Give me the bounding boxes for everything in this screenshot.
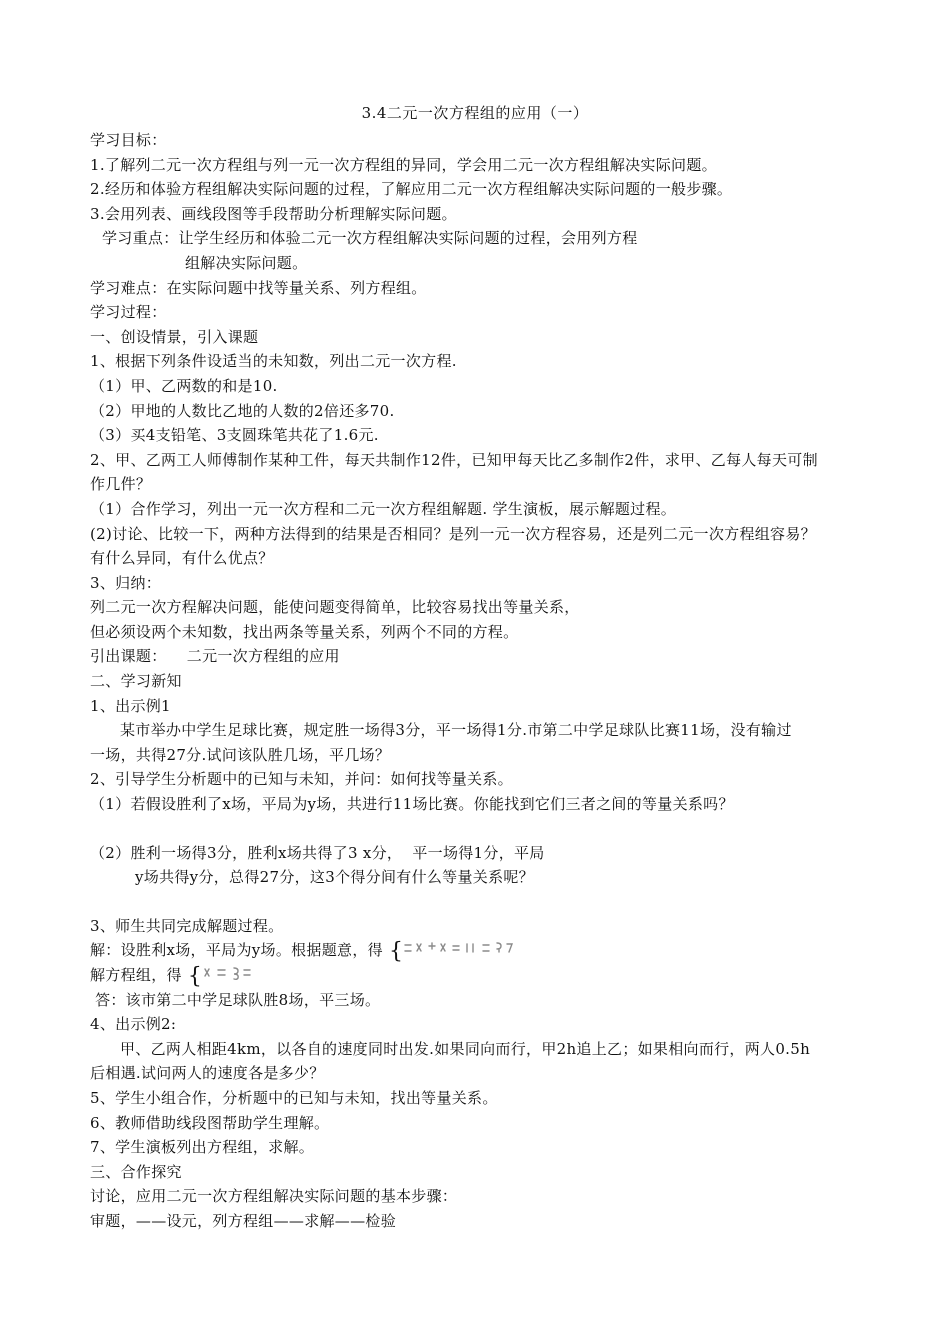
sub-item-1: （1）甲、乙两数的和是10. [90,376,278,395]
section-heading-process: 学习过程： [90,303,167,322]
solution-values-image: { [188,964,254,989]
summary-line-1: 列二元一次方程解决问题，能使问题变得简单，比较容易找出等量关系， [90,598,580,617]
item-6: 6、教师借助线段图帮助学生理解。 [90,1113,330,1132]
example-1-heading: 1、出示例1 [90,696,171,715]
item-3-solve: 3、师生共同完成解题过程。 [90,916,284,935]
example-2-text: 甲、乙两人相距4km，以各自的速度同时出发.如果同向而行，甲2h追上乙；如果相向而行，两人0.5h [120,1039,811,1058]
sub-item-2: （2）甲地的人数比乙地的人数的2倍还多70. [90,401,395,420]
example-2-text-continued: 后相遇.试问两人的速度各是多少？ [90,1064,325,1083]
item-7: 7、学生演板列出方程组，求解。 [90,1138,315,1157]
item-3-summary: 3、归纳： [90,573,162,592]
section-heading-goals: 学习目标： [90,131,167,149]
document-body [90,128,880,1234]
equation-system-faint-glyphs [403,940,515,956]
item-2: 2、甲、乙两工人师傅制作某种工件，每天共制作12件，已知甲每天比乙多制作2件，求甲、乙每人每天可制 [90,450,818,469]
item-2-continued: 作几件？ [90,475,152,494]
part-two-heading: 二、学习新知 [90,672,182,691]
item-2-sub-2-continued: 有什么异同，有什么优点？ [90,549,274,568]
guide-question-2: （2）胜利一场得3分，胜利x场共得了3 x分， 平一场得1分，平局 [90,843,545,862]
difficulty: 学习难点：在实际问题中找等量关系、列方程组。 [90,278,427,297]
solution-setup [90,938,880,963]
example-1-text: 某市举办中学生足球比赛，规定胜一场得3分，平一场得1分.市第二中学足球队比赛11场，没有输过 [120,721,792,740]
part-three-heading: 三、合作探究 [90,1162,182,1181]
goal-1: 1.了解列二元一次方程组与列一元一次方程组的异同，学会用二元一次方程组解决实际问题。 [90,155,717,174]
item-2-sub-2: (2)讨论、比较一下，两种方法得到的结果是否相同？是列一元一次方程容易，还是列二元一次方程组容易？ [90,524,816,543]
sub-item-3: （3）买4支铅笔、3支圆珠笔共花了1.6元. [90,426,379,445]
lead-topic: 引出课题： 二元一次方程组的应用 [90,647,340,666]
summary-line-2: 但必须设两个未知数，找出两条等量关系，列两个不同的方程。 [90,622,519,641]
spacer [90,817,880,841]
item-1: 1、根据下列条件设适当的未知数，列出二元一次方程. [90,352,457,371]
solution-result-text: 解方程组，得 [90,966,182,984]
solution-setup-text: 解：设胜利x场，平局为y场。根据题意，得 [90,941,383,960]
item-2-sub-1: （1）合作学习，列出一元一次方程和二元一次方程组解题. 学生演板，展示解题过程。 [90,499,677,518]
solution-values-faint-glyphs [202,965,254,981]
item-2-guide: 2、引导学生分析题中的已知与未知，并问：如何找等量关系。 [90,770,513,789]
item-5: 5、学生小组合作，分析题中的已知与未知，找出等量关系。 [90,1088,498,1107]
equation-system-image: { [389,939,515,964]
document-title: 3.4二元一次方程组的应用（一） [361,104,589,122]
goal-3: 3.会用列表、画线段图等手段帮助分析理解实际问题。 [90,204,457,223]
guide-question-2-continued: y场共得y分，总得27分，这3个得分间有什么等量关系呢？ [135,868,534,887]
spacer [90,890,880,914]
example-1-text-continued: 一场，共得27分.试问该队胜几场，平几场？ [90,745,391,764]
answer-1: 答：该市第二中学足球队胜8场，平三场。 [90,990,381,1009]
key-point: 学习重点：让学生经历和体验二元一次方程组解决实际问题的过程，会用列方程 [102,229,638,248]
goal-2: 2.经历和体验方程组解决实际问题的过程，了解应用二元一次方程组解决实际问题的一般步骤。 [90,180,733,199]
steps: 审题，——设元，列方程组——求解——检验 [90,1211,397,1230]
part-one-heading: 一、创设情景，引入课题 [90,327,259,346]
discussion: 讨论，应用二元一次方程组解决实际问题的基本步骤： [90,1187,458,1206]
solution-result [90,963,880,988]
guide-question-1: （1）若假设胜利了x场，平局为y场，共进行11场比赛。你能找到它们三者之间的等量关系吗？ [90,795,734,814]
example-2-heading: 4、出示例2: [90,1015,177,1034]
key-point-continued: 组解决实际问题。 [185,253,308,272]
